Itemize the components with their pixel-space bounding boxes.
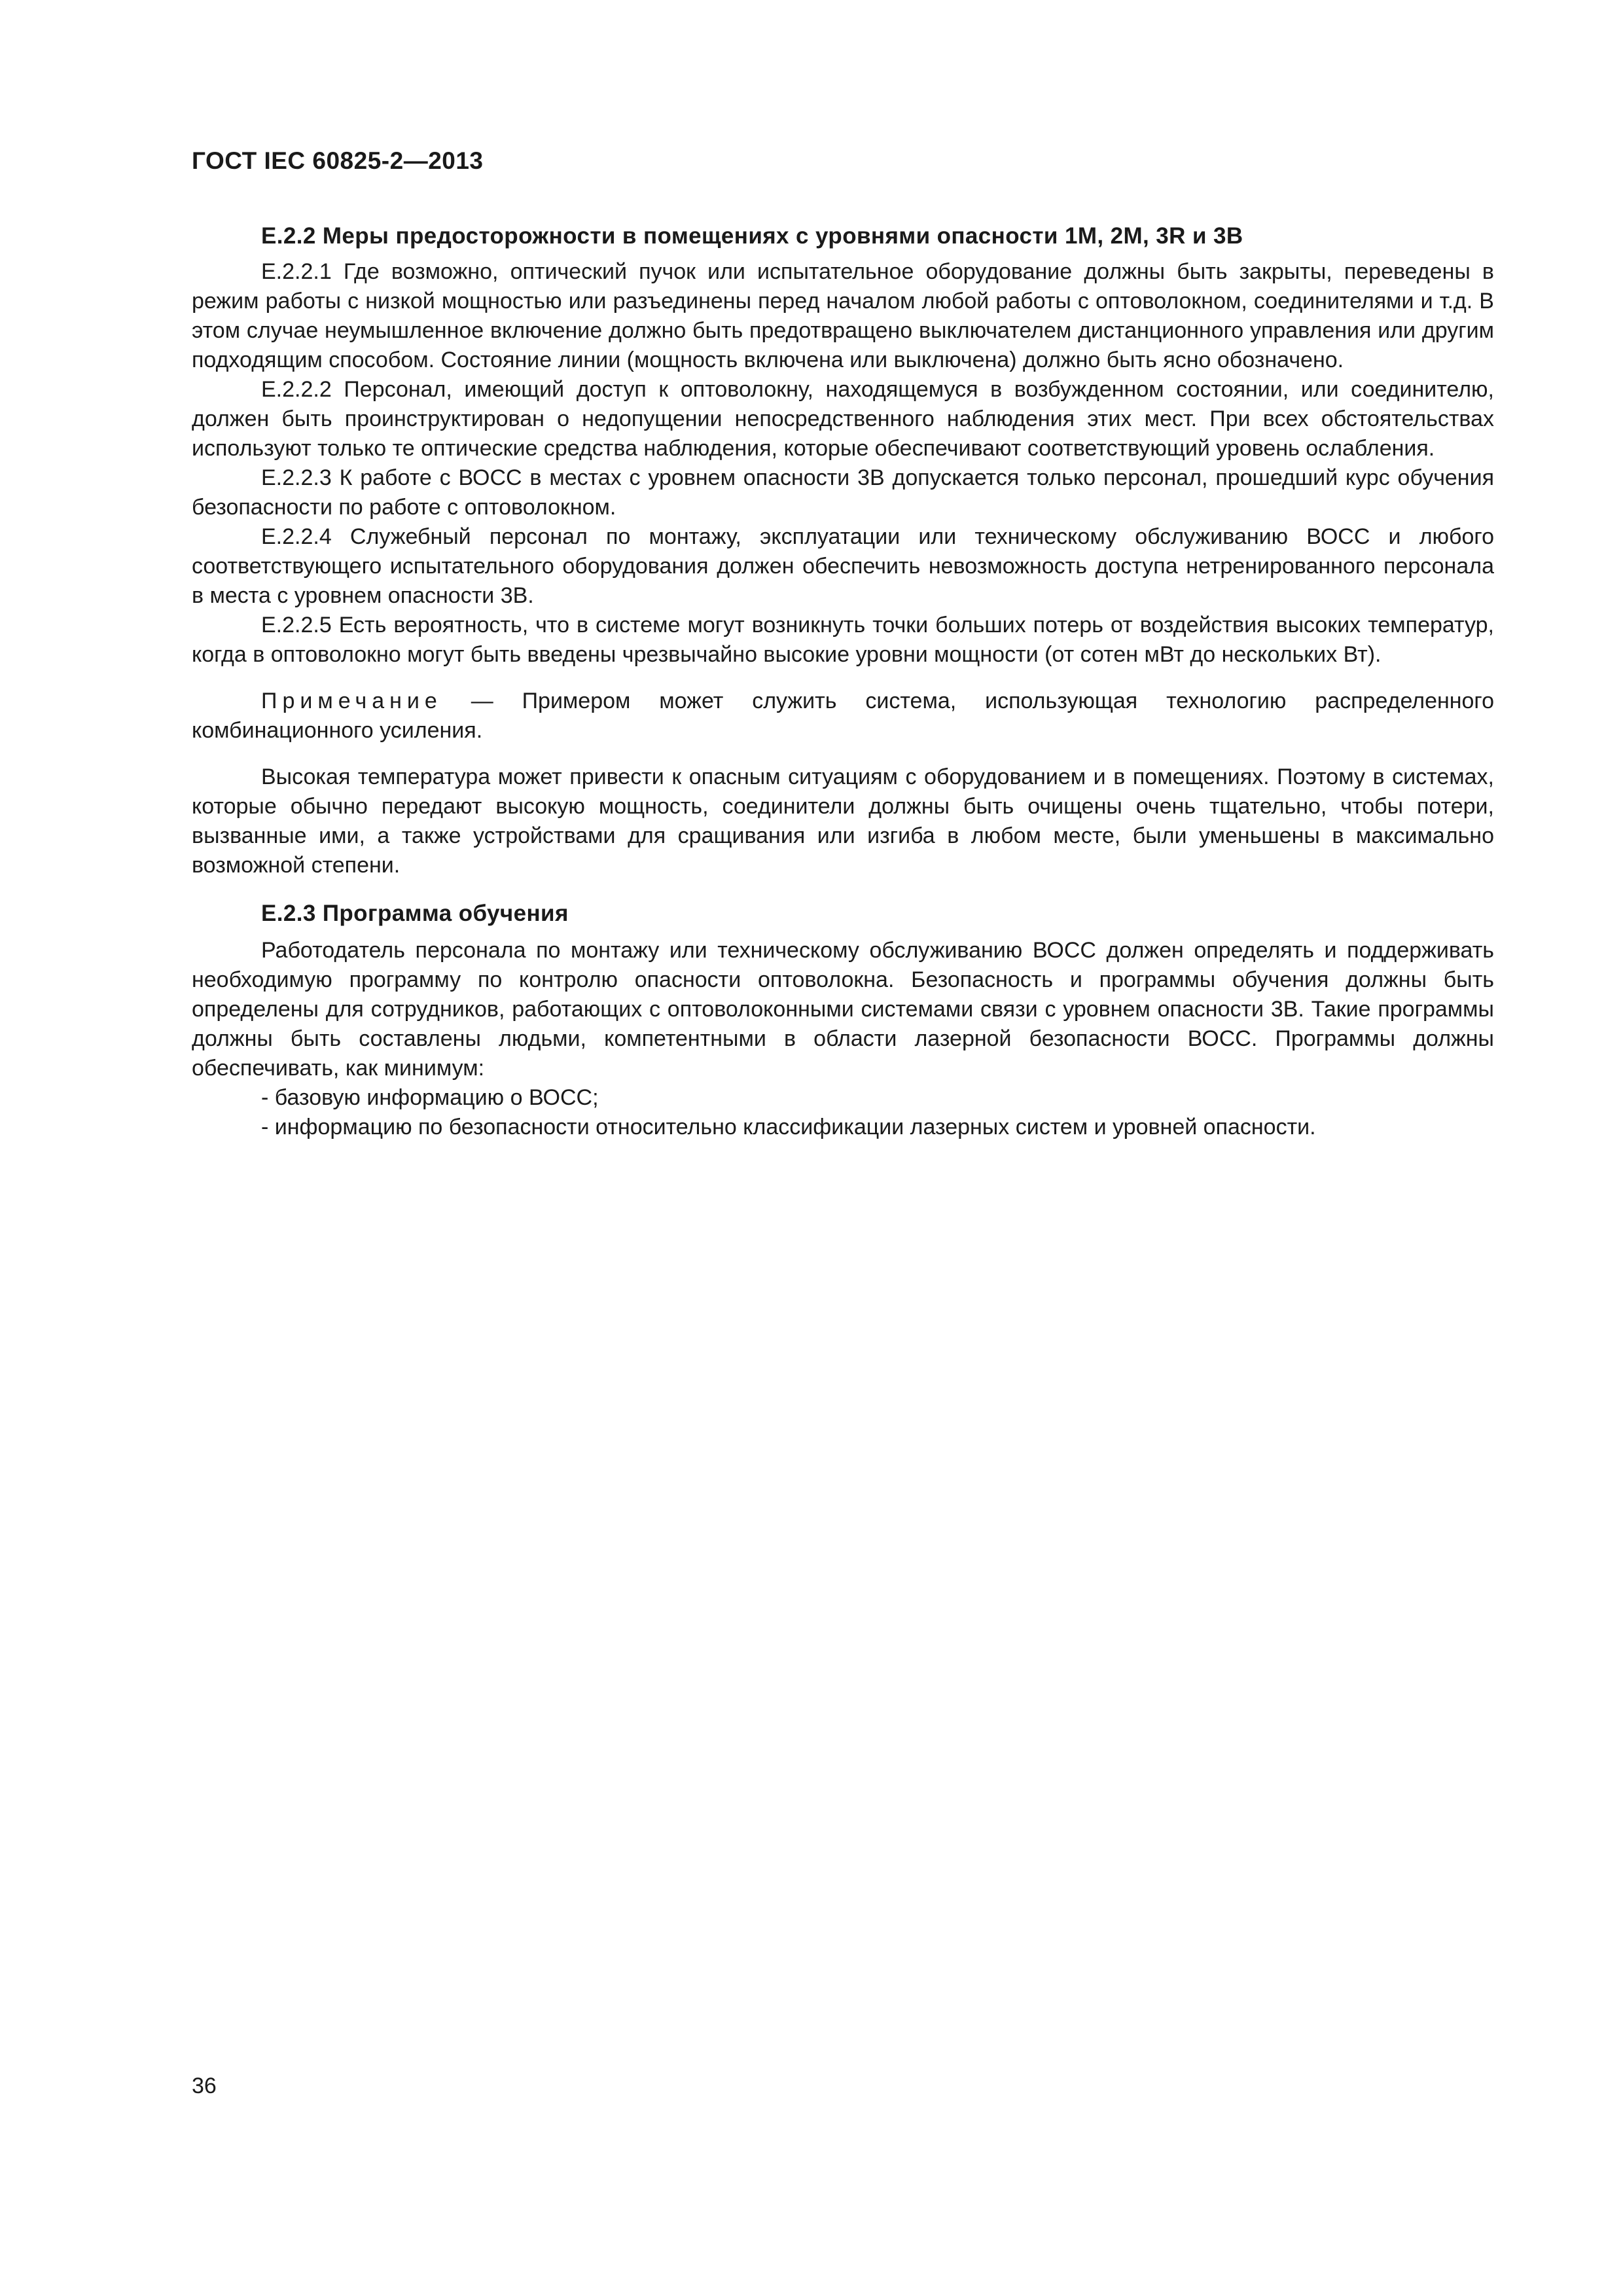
list-item: - информацию по безопасности относительно классификации лазерных систем и уровней опасности.	[261, 1115, 1316, 1139]
paragraph-e23: Работодатель персонала по монтажу или техническому обслуживанию ВОСС должен определять и поддерживать необходимую программу по контролю опасности оптоволокна. Безопасность и программы обучения должны быть определены для сотрудников, работающих с оптоволоконными системами связи с уровнем опасности 3В. Такие программы должны быть составлены людьми, компетентными в области лазерной безопасности ВОСС. Программы должны обеспечивать, как минимум:	[192, 938, 1494, 1081]
paragraph-high-temperature: Высокая температура может привести к опасным ситуациям с оборудованием и в помещениях. Поэтому в системах, которые обычно передают высокую мощность, соединители должны быть очищены очень тщательно, чтобы потери, вызванные ими, а также устройствами для сращивания или изгиба в любом месте, были уменьшены в максимально возможной степени.	[192, 764, 1494, 878]
list-item: - базовую информацию о ВОСС;	[261, 1085, 599, 1110]
paragraph-e222: Е.2.2.2 Персонал, имеющий доступ к оптоволокну, находящемуся в возбужденном состоянии, или соединителю, должен быть проинструктирован о недопущении непосредственного наблюдения этих мест. При всех обстоятельствах используют только те оптические средства наблюдения, которые обеспечивают соответствующий уровень ослабления.	[192, 377, 1494, 461]
document-body	[192, 221, 1494, 1142]
paragraph-e224: Е.2.2.4 Служебный персонал по монтажу, эксплуатации или техническому обслуживанию ВОСС и любого соответствующего испытательного оборудования должен обеспечить невозможность доступа нетренированного персонала в места с уровнем опасности 3В.	[192, 524, 1494, 608]
paragraph-e221: Е.2.2.1 Где возможно, оптический пучок или испытательное оборудование должны быть закрыты, переведены в режим работы с низкой мощностью или разъединены перед началом любой работы с оптоволокном, соединителями и т.д. В этом случае неумышленное включение должно быть предотвращено выключателем дистанционного управления или другим подходящим способом. Состояние линии (мощность включена или выключена) должно быть ясно обозначено.	[192, 259, 1494, 372]
document-header: ГОСТ IEC 60825-2—2013	[192, 147, 484, 174]
note-text: — Примером может служить система, использующая технологию распределенного комбинационного усиления.	[192, 689, 1494, 743]
note-paragraph	[192, 687, 1494, 745]
note-label: Примечание	[261, 689, 442, 713]
page-number: 36	[192, 2073, 217, 2098]
section-heading-e23: Е.2.3 Программа обучения	[261, 901, 569, 926]
section-heading-e22: Е.2.2 Меры предосторожности в помещениях с уровнями опасности 1М, 2М, 3R и 3В	[261, 223, 1243, 249]
paragraph-e223: Е.2.2.3 К работе с ВОСС в местах с уровнем опасности 3В допускается только персонал, прошедший курс обучения безопасности по работе с оптоволокном.	[192, 465, 1494, 520]
paragraph-e225: Е.2.2.5 Есть вероятность, что в системе могут возникнуть точки больших потерь от воздействия высоких температур, когда в оптоволокно могут быть введены чрезвычайно высокие уровни мощности (от сотен мВт до нескольких Вт).	[192, 613, 1494, 667]
